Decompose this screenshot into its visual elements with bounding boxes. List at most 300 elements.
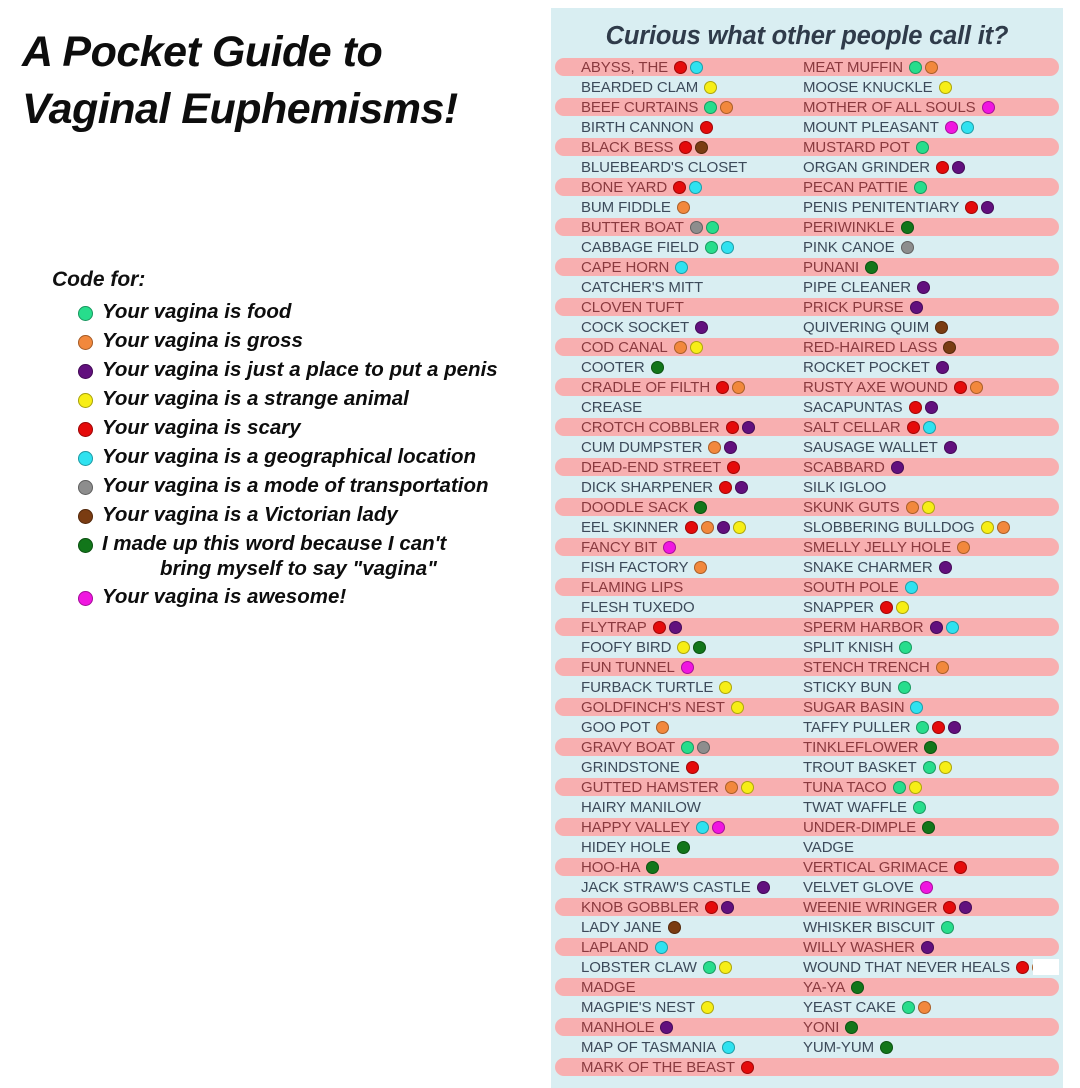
euphemism-row <box>551 797 1063 817</box>
euphemism-code-dots <box>906 501 938 514</box>
euphemism-term: SUGAR BASIN <box>803 698 905 716</box>
code-dot-transport-icon <box>697 741 710 754</box>
euphemism-row <box>551 577 1063 597</box>
euphemism-row <box>551 457 1063 477</box>
code-dot-gross-icon <box>936 661 949 674</box>
euphemism-code-dots <box>922 821 938 834</box>
euphemism-cell <box>791 777 1063 797</box>
euphemism-cell <box>791 877 1063 897</box>
legend-color-dot-icon <box>78 364 93 379</box>
code-dot-food-icon <box>681 741 694 754</box>
legend-color-dot-icon <box>78 591 93 606</box>
code-dot-food-icon <box>916 721 929 734</box>
euphemism-code-dots <box>722 1041 738 1054</box>
euphemism-cell <box>551 177 791 197</box>
euphemism-term: SMELLY JELLY HOLE <box>803 538 952 556</box>
euphemism-code-dots <box>655 941 671 954</box>
euphemism-row <box>551 857 1063 877</box>
euphemism-cell <box>791 537 1063 557</box>
euphemism-cell <box>791 197 1063 217</box>
code-dot-scary-icon <box>907 421 920 434</box>
code-dot-gross-icon <box>997 521 1010 534</box>
legend-item-label: Your vagina is awesome! <box>102 585 347 609</box>
legend-item <box>50 300 550 325</box>
euphemism-term: BLUEBEARD'S CLOSET <box>581 158 748 176</box>
euphemism-term: VELVET GLOVE <box>803 878 914 896</box>
euphemism-code-dots <box>909 401 941 414</box>
legend-item <box>50 387 550 412</box>
artwork-notch <box>1033 959 1059 975</box>
euphemism-term: HIDEY HOLE <box>581 838 671 856</box>
euphemism-code-dots <box>705 901 737 914</box>
euphemism-code-dots <box>907 421 939 434</box>
euphemism-code-dots <box>914 181 930 194</box>
code-dot-geo-icon <box>910 701 923 714</box>
euphemism-cell <box>791 337 1063 357</box>
code-dot-scary-icon <box>653 621 666 634</box>
euphemism-cell <box>791 637 1063 657</box>
code-dot-food-icon <box>914 181 927 194</box>
code-dot-food-icon <box>916 141 929 154</box>
euphemism-row <box>551 377 1063 397</box>
euphemism-term: DOODLE SACK <box>581 498 689 516</box>
code-dot-penis-icon <box>742 421 755 434</box>
legend-item <box>50 445 550 470</box>
euphemism-term: FLYTRAP <box>581 618 647 636</box>
euphemism-cell <box>791 257 1063 277</box>
euphemism-term: BEARDED CLAM <box>581 78 699 96</box>
euphemism-term: DICK SHARPENER <box>581 478 713 496</box>
code-dot-awesome-icon <box>712 821 725 834</box>
euphemism-cell <box>791 417 1063 437</box>
page-title-line-2: Vaginal Euphemisms! <box>22 85 458 134</box>
legend-item-label: Your vagina is scary <box>102 416 301 439</box>
euphemism-term: STICKY BUN <box>803 678 892 696</box>
euphemism-cell <box>791 577 1063 597</box>
euphemism-cell <box>551 337 791 357</box>
code-dot-food-icon <box>705 241 718 254</box>
euphemism-cell <box>551 617 791 637</box>
euphemism-cell <box>791 477 1063 497</box>
euphemism-code-dots <box>939 81 955 94</box>
code-dot-madeup-icon <box>651 361 664 374</box>
legend-item <box>50 585 550 610</box>
euphemism-cell <box>791 457 1063 477</box>
euphemism-code-dots <box>965 201 997 214</box>
code-dot-penis-icon <box>669 621 682 634</box>
code-dot-penis-icon <box>695 321 708 334</box>
euphemism-cell <box>551 257 791 277</box>
legend-item <box>50 503 550 528</box>
euphemism-cell <box>791 937 1063 957</box>
euphemism-term: GRAVY BOAT <box>581 738 676 756</box>
euphemism-code-dots <box>685 521 749 534</box>
euphemism-code-dots <box>741 1061 757 1074</box>
code-dot-madeup-icon <box>845 1021 858 1034</box>
euphemism-term: SOUTH POLE <box>803 578 899 596</box>
euphemism-code-dots <box>704 81 720 94</box>
legend-item-label-line-2: bring myself to say "vagina" <box>160 556 437 580</box>
legend-color-dot-icon <box>78 509 93 524</box>
euphemism-term: SPERM HARBOR <box>803 618 924 636</box>
euphemism-term: QUIVERING QUIM <box>803 318 930 336</box>
euphemism-cell <box>551 977 791 997</box>
euphemism-row <box>551 1057 1063 1077</box>
euphemism-term: BLACK BESS <box>581 138 674 156</box>
euphemism-term: MAGPIE'S NEST <box>581 998 696 1016</box>
euphemism-code-dots <box>902 1001 934 1014</box>
euphemism-cell <box>791 817 1063 837</box>
euphemism-cell <box>551 677 791 697</box>
code-dot-gross-icon <box>925 61 938 74</box>
euphemism-code-dots <box>941 921 957 934</box>
code-dot-animal-icon <box>909 781 922 794</box>
euphemism-list-panel <box>551 8 1063 1088</box>
code-dot-madeup-icon <box>693 641 706 654</box>
euphemism-row <box>551 497 1063 517</box>
code-dot-gross-icon <box>957 541 970 554</box>
euphemism-term: MEAT MUFFIN <box>803 58 904 76</box>
euphemism-term: SKUNK GUTS <box>803 498 900 516</box>
euphemism-term: BUTTER BOAT <box>581 218 684 236</box>
euphemism-cell <box>551 297 791 317</box>
euphemism-cell <box>551 397 791 417</box>
euphemism-code-dots <box>893 781 925 794</box>
code-dot-penis-icon <box>936 361 949 374</box>
euphemism-term: LOBSTER CLAW <box>581 958 697 976</box>
legend-color-dot-icon <box>78 451 93 466</box>
euphemism-term: GUTTED HAMSTER <box>581 778 719 796</box>
euphemism-term: SACAPUNTAS <box>803 398 903 416</box>
code-dot-geo-icon <box>905 581 918 594</box>
euphemism-term: MUSTARD POT <box>803 138 910 156</box>
euphemism-code-dots <box>674 341 706 354</box>
euphemism-cell <box>551 517 791 537</box>
code-dot-awesome-icon <box>920 881 933 894</box>
code-dot-food-icon <box>902 1001 915 1014</box>
euphemism-code-dots <box>982 101 998 114</box>
euphemism-code-dots <box>719 681 735 694</box>
euphemism-term: FOOFY BIRD <box>581 638 672 656</box>
euphemism-cell <box>791 517 1063 537</box>
euphemism-code-dots <box>944 441 960 454</box>
euphemism-code-dots <box>725 781 757 794</box>
legend-color-dot-icon <box>78 393 93 408</box>
euphemism-term: RUSTY AXE WOUND <box>803 378 948 396</box>
euphemism-term: CRADLE OF FILTH <box>581 378 711 396</box>
euphemism-term: CLOVEN TUFT <box>581 298 684 316</box>
euphemism-code-dots <box>916 141 932 154</box>
euphemism-code-dots <box>901 221 917 234</box>
code-dot-scary-icon <box>727 461 740 474</box>
euphemism-term: ORGAN GRINDER <box>803 158 931 176</box>
legend-item-label: Your vagina is just a place to put a penis <box>102 358 498 381</box>
code-dot-penis-icon <box>660 1021 673 1034</box>
euphemism-row <box>551 757 1063 777</box>
code-dot-geo-icon <box>675 261 688 274</box>
legend-item <box>50 416 550 441</box>
euphemism-code-dots <box>708 441 740 454</box>
euphemism-cell <box>791 117 1063 137</box>
code-dot-awesome-icon <box>663 541 676 554</box>
euphemism-code-dots <box>954 381 986 394</box>
euphemism-cell <box>791 957 1063 977</box>
euphemism-cell <box>551 697 791 717</box>
euphemism-cell <box>791 97 1063 117</box>
code-dot-scary-icon <box>954 861 967 874</box>
euphemism-term: HAIRY MANILOW <box>581 798 701 816</box>
legend-item-label: I made up this word because I can't bring myself to say "vagina" <box>102 532 447 580</box>
euphemism-term: RED-HAIRED LASS <box>803 338 938 356</box>
euphemism-cell <box>551 757 791 777</box>
euphemism-term: UNDER-DIMPLE <box>803 818 916 836</box>
euphemism-cell <box>551 237 791 257</box>
code-dot-food-icon <box>703 961 716 974</box>
euphemism-cell <box>551 477 791 497</box>
euphemism-term: MOUNT PLEASANT <box>803 118 939 136</box>
euphemism-code-dots <box>694 561 710 574</box>
euphemism-cell <box>551 457 791 477</box>
euphemism-term: EEL SKINNER <box>581 518 679 536</box>
euphemism-code-dots <box>719 481 751 494</box>
euphemism-row <box>551 277 1063 297</box>
code-dot-scary-icon <box>705 901 718 914</box>
code-dot-penis-icon <box>948 721 961 734</box>
euphemism-cell <box>551 937 791 957</box>
euphemism-cell <box>791 377 1063 397</box>
euphemism-code-dots <box>943 901 975 914</box>
euphemism-term: WEENIE WRINGER <box>803 898 938 916</box>
euphemism-cell <box>791 317 1063 337</box>
euphemism-term: TROUT BASKET <box>803 758 917 776</box>
code-dot-penis-icon <box>959 901 972 914</box>
euphemism-code-dots <box>690 221 722 234</box>
legend-item <box>50 474 550 499</box>
euphemism-code-dots <box>891 461 907 474</box>
euphemism-cell <box>791 917 1063 937</box>
euphemism-term: SPLIT KNISH <box>803 638 894 656</box>
euphemism-row <box>551 917 1063 937</box>
euphemism-term: BIRTH CANNON <box>581 118 694 136</box>
euphemism-row <box>551 997 1063 1017</box>
euphemism-cell <box>791 617 1063 637</box>
euphemism-term: DEAD-END STREET <box>581 458 722 476</box>
euphemism-cell <box>551 797 791 817</box>
euphemism-term: FUN TUNNEL <box>581 658 675 676</box>
euphemism-row <box>551 877 1063 897</box>
code-dot-animal-icon <box>741 781 754 794</box>
euphemism-cell <box>551 537 791 557</box>
euphemism-cell <box>791 277 1063 297</box>
euphemism-term: PIPE CLEANER <box>803 278 912 296</box>
euphemism-row <box>551 837 1063 857</box>
euphemism-code-dots <box>936 361 952 374</box>
euphemism-term: TWAT WAFFLE <box>803 798 907 816</box>
euphemism-term: CROTCH COBBLER <box>581 418 720 436</box>
euphemism-cell <box>551 417 791 437</box>
euphemism-term: MADGE <box>581 978 636 996</box>
euphemism-term: BUM FIDDLE <box>581 198 671 216</box>
code-dot-scary-icon <box>741 1061 754 1074</box>
code-dot-scary-icon <box>673 181 686 194</box>
code-dot-penis-icon <box>910 301 923 314</box>
code-dot-penis-icon <box>921 941 934 954</box>
euphemism-code-dots <box>920 881 936 894</box>
code-dot-madeup-icon <box>865 261 878 274</box>
euphemism-code-dots <box>845 1021 861 1034</box>
euphemism-term: PRICK PURSE <box>803 298 904 316</box>
code-dot-food-icon <box>706 221 719 234</box>
code-dot-transport-icon <box>690 221 703 234</box>
euphemism-row <box>551 97 1063 117</box>
euphemism-row <box>551 557 1063 577</box>
euphemism-term: VADGE <box>803 838 854 856</box>
code-dot-scary-icon <box>880 601 893 614</box>
code-dot-penis-icon <box>721 901 734 914</box>
euphemism-cell <box>551 877 791 897</box>
euphemism-cell <box>551 837 791 857</box>
euphemism-term: GOO POT <box>581 718 651 736</box>
euphemism-cell <box>551 577 791 597</box>
euphemism-cell <box>791 657 1063 677</box>
code-dot-gross-icon <box>732 381 745 394</box>
euphemism-cell <box>551 897 791 917</box>
code-dot-awesome-icon <box>982 101 995 114</box>
code-dot-geo-icon <box>696 821 709 834</box>
euphemism-code-dots <box>704 101 736 114</box>
legend-heading: Code for: <box>52 268 146 291</box>
code-dot-penis-icon <box>724 441 737 454</box>
code-dot-animal-icon <box>719 961 732 974</box>
euphemism-code-dots <box>701 1001 717 1014</box>
euphemism-code-dots <box>695 321 711 334</box>
legend-color-dot-icon <box>78 538 93 553</box>
code-dot-madeup-icon <box>677 841 690 854</box>
code-dot-geo-icon <box>961 121 974 134</box>
euphemism-term: CABBAGE FIELD <box>581 238 699 256</box>
euphemism-code-dots <box>677 841 693 854</box>
code-dot-animal-icon <box>922 501 935 514</box>
euphemism-term: ROCKET POCKET <box>803 358 930 376</box>
euphemism-row <box>551 737 1063 757</box>
euphemism-code-dots <box>660 1021 676 1034</box>
euphemism-term: PECAN PATTIE <box>803 178 908 196</box>
euphemism-code-dots <box>675 261 691 274</box>
euphemism-cell <box>551 57 791 77</box>
legend-item <box>50 358 550 383</box>
code-dot-scary-icon <box>674 61 687 74</box>
code-dot-gross-icon <box>918 1001 931 1014</box>
euphemism-cell <box>791 397 1063 417</box>
euphemism-term: SNAPPER <box>803 598 874 616</box>
euphemism-code-dots <box>686 761 702 774</box>
code-dot-geo-icon <box>946 621 959 634</box>
euphemism-row <box>551 657 1063 677</box>
euphemism-term: HOO-HA <box>581 858 641 876</box>
euphemism-cell <box>791 597 1063 617</box>
euphemism-term: COCK SOCKET <box>581 318 690 336</box>
euphemism-cell <box>791 717 1063 737</box>
euphemism-term: YONI <box>803 1018 840 1036</box>
code-dot-madeup-icon <box>924 741 937 754</box>
code-dot-penis-icon <box>952 161 965 174</box>
code-dot-gross-icon <box>720 101 733 114</box>
code-dot-penis-icon <box>735 481 748 494</box>
code-dot-animal-icon <box>704 81 717 94</box>
legend-item-label: Your vagina is a mode of transportation <box>102 474 489 497</box>
code-dot-scary-icon <box>719 481 732 494</box>
euphemism-cell <box>791 137 1063 157</box>
code-dot-madeup-icon <box>901 221 914 234</box>
euphemism-cell <box>791 157 1063 177</box>
code-dot-animal-icon <box>981 521 994 534</box>
code-dot-gross-icon <box>906 501 919 514</box>
code-dot-scary-icon <box>954 381 967 394</box>
code-dot-food-icon <box>704 101 717 114</box>
code-dot-scary-icon <box>909 401 922 414</box>
legend-color-dot-icon <box>78 335 93 350</box>
euphemism-row <box>551 77 1063 97</box>
code-dot-madeup-icon <box>851 981 864 994</box>
euphemism-code-dots <box>924 741 940 754</box>
euphemism-row <box>551 697 1063 717</box>
code-dot-geo-icon <box>655 941 668 954</box>
euphemism-cell <box>551 777 791 797</box>
euphemism-row <box>551 617 1063 637</box>
legend-color-dot-icon <box>78 480 93 495</box>
euphemism-row <box>551 217 1063 237</box>
euphemism-cell <box>791 177 1063 197</box>
euphemism-cell <box>551 497 791 517</box>
euphemism-term: PUNANI <box>803 258 860 276</box>
code-dot-scary-icon <box>932 721 945 734</box>
euphemism-row <box>551 177 1063 197</box>
euphemism-term: CREASE <box>581 398 643 416</box>
euphemism-term: YEAST CAKE <box>803 998 896 1016</box>
code-dot-penis-icon <box>930 621 943 634</box>
euphemism-term: WOUND THAT NEVER HEALS <box>803 958 1011 976</box>
code-dot-animal-icon <box>733 521 746 534</box>
euphemism-term: YUM-YUM <box>803 1038 874 1056</box>
euphemism-cell <box>551 737 791 757</box>
euphemism-row <box>551 637 1063 657</box>
euphemism-cell <box>551 137 791 157</box>
euphemism-rows <box>551 57 1063 1077</box>
euphemism-code-dots <box>651 361 667 374</box>
euphemism-code-dots <box>679 141 711 154</box>
euphemism-row <box>551 297 1063 317</box>
euphemism-code-dots <box>935 321 951 334</box>
code-dot-animal-icon <box>731 701 744 714</box>
euphemism-term: LAPLAND <box>581 938 649 956</box>
euphemism-code-dots <box>705 241 737 254</box>
euphemism-code-dots <box>936 661 952 674</box>
euphemism-row <box>551 157 1063 177</box>
euphemism-code-dots <box>981 521 1013 534</box>
code-dot-geo-icon <box>721 241 734 254</box>
euphemism-cell <box>791 1017 1063 1037</box>
euphemism-cell <box>791 77 1063 97</box>
euphemism-code-dots <box>898 681 914 694</box>
euphemism-code-dots <box>703 961 735 974</box>
euphemism-term: FISH FACTORY <box>581 558 689 576</box>
euphemism-cell <box>551 1017 791 1037</box>
euphemism-term: STENCH TRENCH <box>803 658 930 676</box>
legend-item-label: Your vagina is a strange animal <box>102 387 409 410</box>
code-dot-scary-icon <box>679 141 692 154</box>
euphemism-cell <box>551 917 791 937</box>
euphemism-code-dots <box>668 921 684 934</box>
